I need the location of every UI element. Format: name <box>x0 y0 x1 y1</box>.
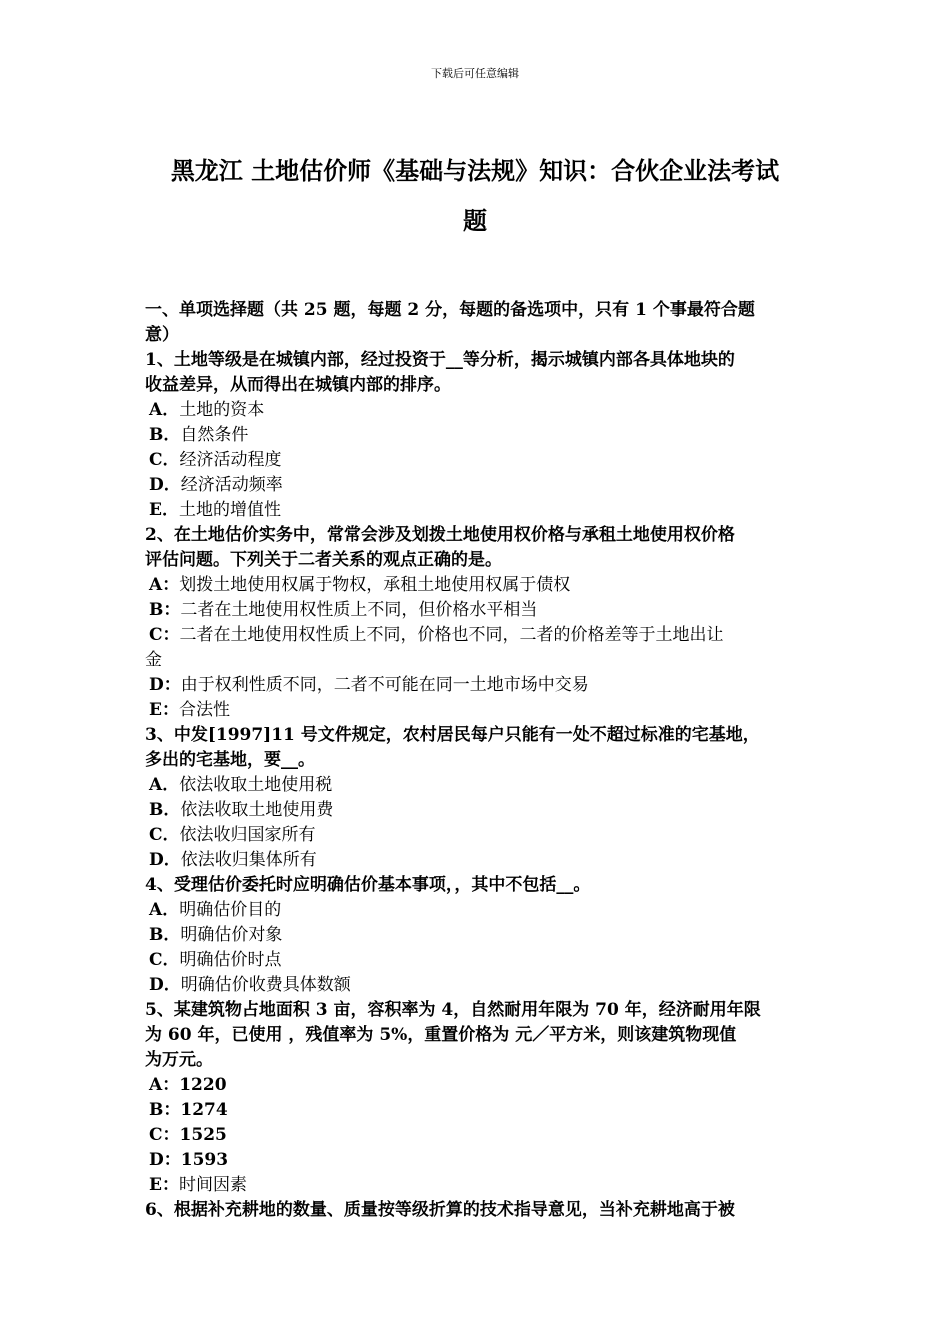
question-stem: 2、在土地估价实务中，常常会涉及划拨土地使用权价格与承租土地使用权价格 <box>145 525 735 545</box>
option-key: C． <box>149 950 180 970</box>
option-text: 二者在土地使用权性质上不同，价格也不同，二者的价格差等于土地出让 <box>179 625 724 645</box>
option-c <box>145 823 815 848</box>
option-key: D． <box>149 850 181 870</box>
question-4 <box>145 873 815 998</box>
option-c <box>145 623 815 648</box>
option-text: 依法收归集体所有 <box>180 850 317 870</box>
option-text: 二者在土地使用权性质上不同，但价格水平相当 <box>180 600 538 620</box>
option-b <box>145 798 815 823</box>
option-key: E． <box>149 500 179 520</box>
option-a <box>145 573 815 598</box>
option-key: E： <box>149 1175 179 1195</box>
option-text: 明确估价对象 <box>180 925 283 945</box>
option-key: B． <box>149 925 181 945</box>
option-text: 1593 <box>180 1150 229 1170</box>
question-5 <box>145 998 815 1198</box>
option-e <box>145 698 815 723</box>
option-text: 明确估价收费具体数额 <box>180 975 351 995</box>
option-text: 1274 <box>180 1100 228 1120</box>
option-c <box>145 448 815 473</box>
option-text: 经济活动程度 <box>179 450 282 470</box>
option-d <box>145 848 815 873</box>
option-d <box>145 1148 815 1173</box>
question-stem: 3、中发[1997]11 号文件规定，农村居民每户只能有一处不超过标准的宅基地， <box>145 725 760 745</box>
option-text: 土地的增值性 <box>178 500 281 520</box>
option-a <box>145 773 815 798</box>
option-text: 土地的资本 <box>179 400 265 420</box>
option-key: A： <box>149 1075 180 1095</box>
option-key: A． <box>149 775 180 795</box>
option-key: B： <box>149 1100 181 1120</box>
option-text: 时间因素 <box>178 1175 247 1195</box>
question-stem: 5、某建筑物占地面积 3 亩，容积率为 4，自然耐用年限为 70 年，经济耐用年限 <box>145 1000 761 1020</box>
option-key: B． <box>149 425 181 445</box>
option-text: 经济活动频率 <box>180 475 283 495</box>
question-stem: 收益差异，从而得出在城镇内部的排序。 <box>145 375 451 395</box>
option-text: 合法性 <box>178 700 230 720</box>
option-key: D： <box>149 675 181 695</box>
option-a <box>145 1073 815 1098</box>
question-stem: 为 60 年，已使用 ，残值率为 5%，重置价格为 元／平方米，则该建筑物现值 <box>145 1025 737 1045</box>
section-heading-cont: 意） <box>145 325 179 345</box>
section-heading: 一、单项选择题（共 25 题，每题 2 分，每题的备选项中，只有 1 个事最符合题 <box>145 300 755 320</box>
question-2 <box>145 523 815 723</box>
question-1 <box>145 348 815 523</box>
option-key: D． <box>149 475 181 495</box>
question-stem: 6、根据补充耕地的数量、质量按等级折算的技术指导意见，当补充耕地高于被 <box>145 1200 735 1220</box>
option-key: C： <box>149 625 180 645</box>
option-text: 依法收取土地使用费 <box>180 800 334 820</box>
option-key: C： <box>149 1125 180 1145</box>
option-key: D． <box>149 975 181 995</box>
option-c-continuation: 金 <box>145 650 162 670</box>
option-text: 依法收取土地使用税 <box>179 775 333 795</box>
question-stem: 4、受理估价委托时应明确估价基本事项，，其中不包括__。 <box>145 875 591 895</box>
option-text: 1525 <box>179 1125 227 1145</box>
option-key: A： <box>149 575 180 595</box>
option-key: B． <box>149 800 181 820</box>
option-key: D： <box>149 1150 181 1170</box>
question-6 <box>145 1198 815 1223</box>
option-text: 由于权利性质不同，二者不可能在同一土地市场中交易 <box>180 675 589 695</box>
question-stem: 多出的宅基地，要__。 <box>145 750 315 770</box>
document-title-line-1: 黑龙江 土地估价师《基础与法规》知识：合伙企业法考试 <box>170 156 780 185</box>
option-a <box>145 898 815 923</box>
option-e <box>145 1173 815 1198</box>
option-key: A． <box>149 400 180 420</box>
option-text: 划拨土地使用权属于物权，承租土地使用权属于债权 <box>179 575 571 595</box>
option-d <box>145 973 815 998</box>
option-key: C． <box>149 825 180 845</box>
question-stem: 评估问题。下列关于二者关系的观点正确的是。 <box>145 550 502 570</box>
option-key: E： <box>149 700 179 720</box>
question-3 <box>145 723 815 873</box>
header-note: 下载后可任意编辑 <box>431 67 519 80</box>
option-b <box>145 1098 815 1123</box>
option-b <box>145 598 815 623</box>
question-stem: 1、土地等级是在城镇内部，经过投资于__等分析，揭示城镇内部各具体地块的 <box>145 350 735 370</box>
document-title-line-2: 题 <box>463 206 487 235</box>
option-text: 依法收归国家所有 <box>179 825 316 845</box>
document-body <box>145 298 815 1223</box>
option-text: 自然条件 <box>180 425 249 445</box>
option-key: B： <box>149 600 181 620</box>
option-e <box>145 498 815 523</box>
option-b <box>145 923 815 948</box>
option-text: 1220 <box>179 1075 227 1095</box>
option-text: 明确估价目的 <box>179 900 282 920</box>
option-c <box>145 1123 815 1148</box>
option-a <box>145 398 815 423</box>
option-c <box>145 948 815 973</box>
option-b <box>145 423 815 448</box>
option-d <box>145 673 815 698</box>
option-text: 明确估价时点 <box>179 950 282 970</box>
option-d <box>145 473 815 498</box>
option-key: C． <box>149 450 180 470</box>
question-stem: 为万元。 <box>145 1050 213 1070</box>
option-key: A． <box>149 900 180 920</box>
